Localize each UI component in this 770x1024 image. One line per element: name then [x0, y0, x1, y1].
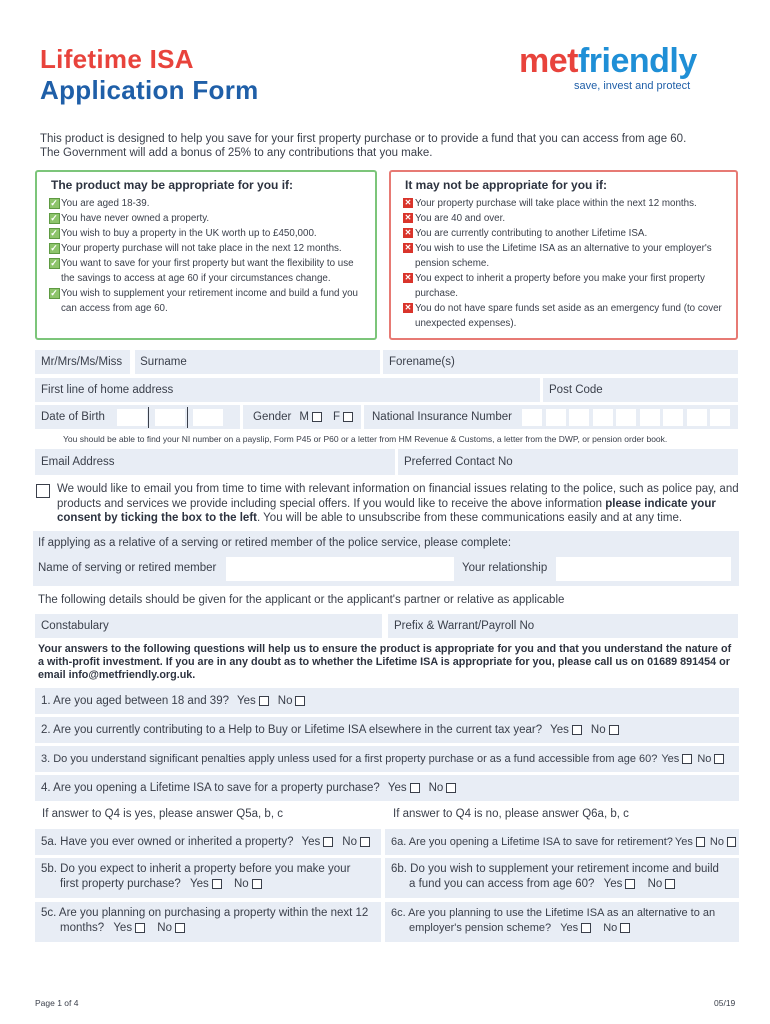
question-6c: [385, 902, 739, 942]
consent-text-bold: please indicate your consent by ticking the box to the left: [57, 497, 716, 524]
gender-field: [243, 405, 361, 429]
q5b-yes-label: Yes: [190, 878, 209, 890]
q3-yes-checkbox[interactable]: [682, 754, 692, 764]
q4-yes-checkbox[interactable]: [410, 783, 420, 793]
q5c-text-line1: 5c. Are you planning on purchasing a property within the next 12: [41, 907, 369, 919]
q5b-text-line2: first property purchase?: [60, 878, 181, 890]
forenames-field[interactable]: [383, 350, 738, 374]
address-field[interactable]: [35, 378, 540, 402]
logo-tagline: save, invest and protect: [574, 80, 691, 92]
page-number: Page 1 of 4: [35, 998, 79, 1008]
contact-field[interactable]: [398, 449, 738, 475]
dob-year-box[interactable]: [193, 409, 223, 426]
not-appropriate-heading: It may not be appropriate for you if:: [405, 178, 608, 192]
q6c-yes-label: Yes: [560, 922, 579, 934]
form-title-line1: Lifetime ISA: [40, 44, 194, 74]
question-1: [35, 688, 739, 714]
q5a-text: 5a. Have you ever owned or inherited a property?: [41, 836, 294, 848]
q5a-yes-label: Yes: [301, 836, 321, 848]
ni-character-box[interactable]: [663, 409, 683, 426]
appropriate-item-text: You want to save for your first property but want the flexibility to use the savings to access at age 60 if your circumstances change.: [61, 258, 354, 284]
surname-label: Surname: [140, 356, 187, 368]
red-cross-icon: ✕: [404, 273, 412, 282]
not-appropriate-item: [401, 226, 726, 241]
appropriate-item-text: You wish to buy a property in the UK worth up to £450,000.: [61, 228, 317, 239]
title-label: Mr/Mrs/Ms/Miss: [41, 356, 123, 368]
intro-text: [40, 132, 740, 160]
email-field[interactable]: [35, 449, 395, 475]
not-appropriate-item-text: You wish to use the Lifetime ISA as an alternative to your employer's pension scheme.: [415, 243, 712, 269]
address-label: First line of home address: [41, 384, 174, 396]
ni-character-box[interactable]: [687, 409, 707, 426]
appropriate-item: [47, 196, 365, 211]
ni-label: National Insurance Number: [372, 411, 512, 423]
forenames-label: Forename(s): [389, 356, 455, 368]
intro-line1: This product is designed to help you save for your first property purchase or to provide a fund that you can access from age 60.: [40, 133, 687, 145]
q6b-text-line2: a fund you can access from age 60?: [409, 878, 595, 890]
not-appropriate-item-text: You do not have spare funds set aside as an emergency fund (to cover unexpected expenses).: [415, 303, 722, 329]
appropriate-list: [47, 196, 365, 316]
gender-m-checkbox[interactable]: [312, 412, 322, 422]
q2-no-label: No: [590, 724, 606, 736]
q6c-text-line1: 6c. Are you planning to use the Lifetime ISA as an alternative to an: [391, 907, 716, 919]
q2-text: 2. Are you currently contributing to a Help to Buy or Lifetime ISA elsewhere in the current tax year?: [41, 724, 543, 736]
red-cross-icon: ✕: [404, 303, 412, 312]
q1-text: 1. Are you aged between 18 and 39?: [41, 695, 229, 707]
logo-friendly-text: friendly: [577, 42, 697, 80]
q6b-no-label: No: [647, 878, 663, 890]
consent-text-a: We would like to email you from time to time with relevant information on financial issues relating to the police, such as police pay, and products and services we provide including special offers. If you would like to receive the above information: [57, 483, 739, 510]
question-5b: [35, 858, 381, 898]
q4-yes-label: Yes: [387, 782, 407, 794]
gender-f-label: F: [332, 411, 340, 423]
q5a-no-checkbox[interactable]: [360, 837, 370, 847]
member-label: Name of serving or retired member: [38, 562, 217, 574]
q5b-yes-checkbox[interactable]: [212, 879, 222, 889]
email-label: Email Address: [41, 456, 115, 468]
q3-no-checkbox[interactable]: [714, 754, 724, 764]
appropriate-heading: The product may be appropriate for you if:: [51, 178, 294, 192]
q6c-no-checkbox[interactable]: [620, 923, 630, 933]
q6a-yes-checkbox[interactable]: [696, 837, 705, 847]
q2-no-checkbox[interactable]: [609, 725, 619, 735]
gender-f-checkbox[interactable]: [343, 412, 353, 422]
question-5a: [35, 829, 381, 855]
not-appropriate-item: [401, 271, 726, 301]
ni-character-box[interactable]: [546, 409, 566, 426]
q5b-text-line1: 5b. Do you expect to inherit a property before you make your: [41, 863, 351, 875]
appropriate-item: [47, 211, 365, 226]
constabulary-label: Constabulary: [41, 620, 109, 632]
appropriate-item: [47, 226, 365, 241]
green-check-icon: ✓: [50, 228, 58, 238]
q3-no-label: No: [697, 753, 712, 765]
q6a-yes-label: Yes: [674, 836, 693, 848]
q1-yes-checkbox[interactable]: [259, 696, 269, 706]
question-5c: [35, 902, 381, 942]
appropriate-item-text: Your property purchase will not take place in the next 12 months.: [61, 243, 342, 254]
q5a-yes-checkbox[interactable]: [323, 837, 333, 847]
dob-day-box[interactable]: [117, 409, 147, 426]
not-appropriate-item-text: You are 40 and over.: [415, 213, 506, 224]
q5b-no-label: No: [233, 878, 249, 890]
question-6a: [385, 829, 739, 855]
q4-yes-note: If answer to Q4 is yes, please answer Q5a, b, c: [42, 808, 283, 820]
dob-label: Date of Birth: [41, 411, 105, 423]
q3-text: 3. Do you understand significant penalties apply unless used for a first property purchase or as a fund accessible from age 60?: [41, 753, 658, 765]
relationship-input[interactable]: [556, 557, 731, 581]
logo-met-text: met: [519, 42, 578, 80]
ni-hint: You should be able to find your NI number on a payslip, Form P45 or P60 or a letter from HM Revenue & Customs, a letter from the DWP, or pension order book.: [63, 434, 668, 444]
relationship-label: Your relationship: [462, 562, 548, 574]
q5c-no-checkbox[interactable]: [175, 923, 185, 933]
question-3: [35, 746, 739, 772]
q5c-yes-checkbox[interactable]: [135, 923, 145, 933]
q6c-text-line2: employer's pension scheme?: [409, 922, 552, 934]
dob-separator-1: [148, 407, 149, 428]
ni-character-box[interactable]: [710, 409, 730, 426]
q6c-no-label: No: [603, 922, 618, 934]
q6c-yes-checkbox[interactable]: [581, 923, 591, 933]
form-date: 05/19: [714, 998, 736, 1008]
q6a-no-label: No: [709, 836, 724, 848]
q6a-text: 6a. Are you opening a Lifetime ISA to save for retirement?: [391, 836, 673, 848]
consent-checkbox[interactable]: [36, 484, 50, 498]
appropriate-item-text: You have never owned a property.: [61, 213, 210, 224]
appropriate-item-text: You are aged 18-39.: [61, 198, 150, 209]
q5c-no-label: No: [157, 922, 172, 934]
police-intro: If applying as a relative of a serving or retired member of the police service, please complete:: [38, 537, 512, 549]
green-check-icon: ✓: [50, 243, 58, 253]
prefix-field[interactable]: [388, 614, 738, 638]
metfriendly-logo: [519, 42, 697, 81]
not-appropriate-item: [401, 196, 726, 211]
question-6b: [385, 858, 739, 898]
q3-yes-label: Yes: [661, 753, 680, 765]
q5c-yes-label: Yes: [113, 922, 133, 934]
prefix-label: Prefix & Warrant/Payroll No: [394, 620, 535, 632]
name-row-left: [35, 350, 380, 374]
q5b-no-checkbox[interactable]: [252, 879, 262, 889]
dob-separator-2: [187, 407, 188, 428]
q1-yes-label: Yes: [237, 695, 256, 707]
not-appropriate-item-text: Your property purchase will take place within the next 12 months.: [415, 198, 697, 209]
q6b-no-checkbox[interactable]: [665, 879, 675, 889]
details-intro: The following details should be given for the applicant or the applicant's partner or relative as applicable: [38, 594, 565, 606]
ni-character-box[interactable]: [640, 409, 660, 426]
gender-label: Gender: [253, 411, 292, 423]
q6b-yes-label: Yes: [603, 878, 623, 890]
not-appropriate-item: [401, 241, 726, 271]
consent-text: [57, 482, 747, 526]
ni-character-box[interactable]: [616, 409, 636, 426]
questions-intro: Your answers to the following questions will help us to ensure the product is appropriate for you and that you understand the nature of a with-profit investment. If you are in any doubt as to whether the Lifetime ISA is appropriate for you, please call us on 01689 891454 or email info@metfriendly.org.uk.: [38, 643, 732, 681]
not-appropriate-panel: [389, 170, 738, 340]
gender-m-label: M: [299, 411, 309, 423]
q6b-yes-checkbox[interactable]: [625, 879, 635, 889]
red-cross-icon: ✕: [404, 228, 412, 237]
red-cross-icon: ✕: [404, 213, 412, 222]
q5a-no-label: No: [342, 836, 357, 848]
green-check-icon: ✓: [50, 213, 58, 223]
ni-character-box[interactable]: [593, 409, 613, 426]
not-appropriate-list: [401, 196, 726, 331]
not-appropriate-item: [401, 301, 726, 331]
name-divider: [130, 350, 135, 374]
q6b-text-line1: 6b. Do you wish to supplement your retirement income and build: [391, 863, 719, 875]
not-appropriate-item: [401, 211, 726, 226]
constabulary-field[interactable]: [35, 614, 382, 638]
question-4: [35, 775, 739, 801]
red-cross-icon: ✕: [404, 198, 412, 207]
appropriate-item-text: You wish to supplement your retirement income and build a fund you can access from age 60.: [61, 288, 358, 314]
q4-text: 4. Are you opening a Lifetime ISA to save for a property purchase?: [41, 782, 380, 794]
ni-character-box[interactable]: [522, 409, 542, 426]
q4-no-checkbox[interactable]: [446, 783, 456, 793]
form-title-line2: Application Form: [40, 75, 259, 105]
consent-text-b: . You will be able to unsubscribe from these communications easily and at any time.: [257, 512, 683, 524]
q2-yes-checkbox[interactable]: [572, 725, 582, 735]
q1-no-checkbox[interactable]: [295, 696, 305, 706]
red-cross-icon: ✕: [404, 243, 412, 252]
q5c-text-line2: months?: [60, 922, 105, 934]
not-appropriate-item-text: You expect to inherit a property before you make your first property purchase.: [415, 273, 705, 299]
green-check-icon: ✓: [50, 258, 58, 268]
green-check-icon: ✓: [50, 198, 58, 208]
dob-month-box[interactable]: [155, 409, 185, 426]
green-check-icon: ✓: [50, 288, 58, 298]
question-2: [35, 717, 739, 743]
q4-no-note: If answer to Q4 is no, please answer Q6a, b, c: [393, 808, 629, 820]
member-name-input[interactable]: [226, 557, 454, 581]
ni-character-box[interactable]: [569, 409, 589, 426]
appropriate-panel: [35, 170, 377, 340]
q4-no-label: No: [428, 782, 444, 794]
appropriate-item: [47, 256, 365, 286]
postcode-label: Post Code: [549, 384, 603, 396]
postcode-field[interactable]: [543, 378, 738, 402]
intro-line2: The Government will add a bonus of 25% to any contributions that you make.: [40, 147, 433, 159]
contact-label: Preferred Contact No: [404, 456, 513, 468]
not-appropriate-item-text: You are currently contributing to another Lifetime ISA.: [415, 228, 648, 239]
q2-yes-label: Yes: [550, 724, 569, 736]
appropriate-item: [47, 241, 365, 256]
q1-no-label: No: [277, 695, 293, 707]
appropriate-item: [47, 286, 365, 316]
q6a-no-checkbox[interactable]: [727, 837, 736, 847]
